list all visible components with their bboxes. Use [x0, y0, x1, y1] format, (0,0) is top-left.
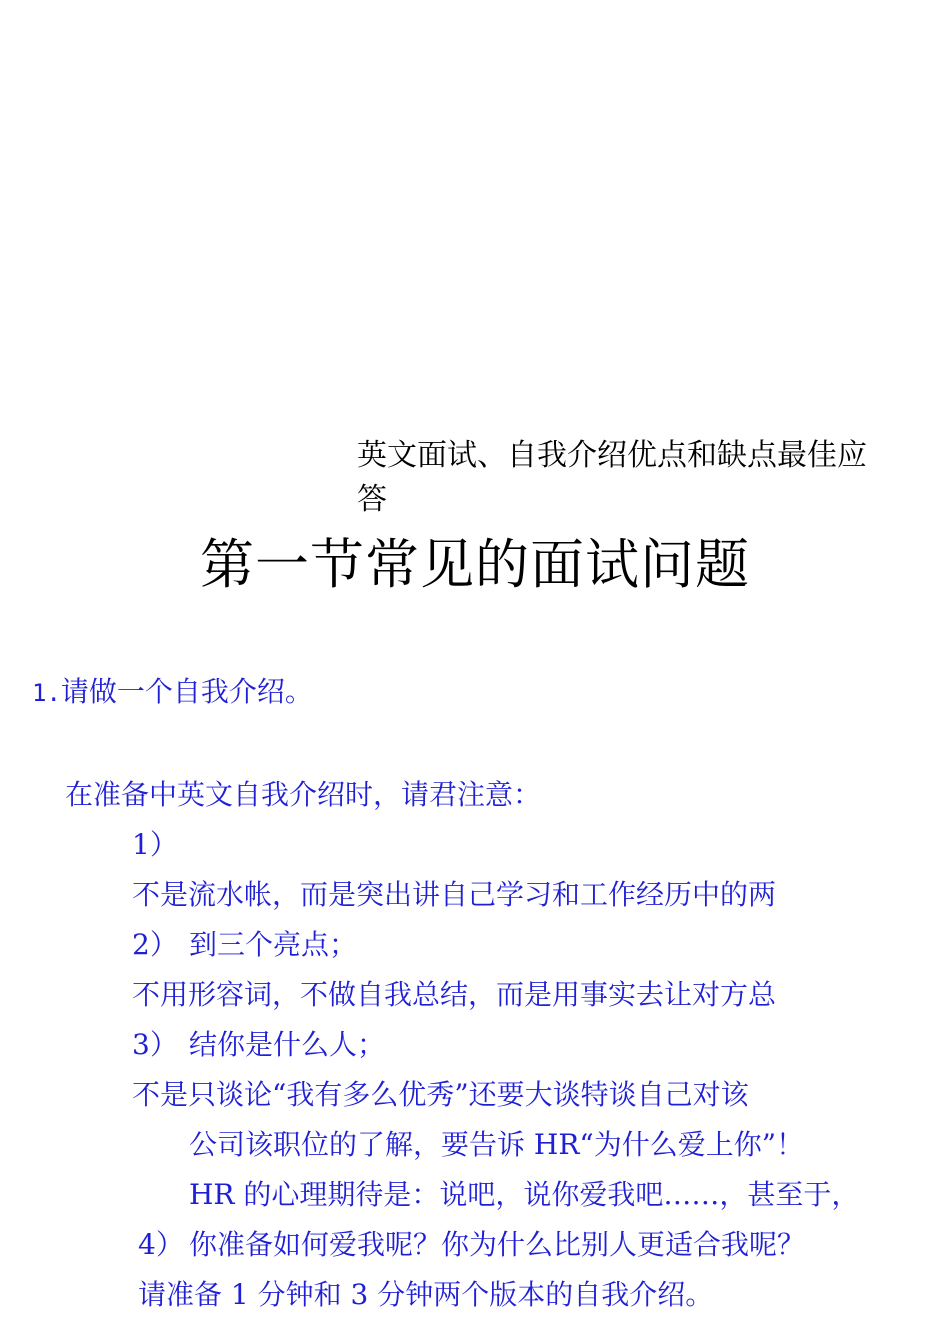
tip-line: 3） 不是只谈论“我有多么优秀”还要大谈特谈自己对该	[132, 1020, 922, 1120]
document-title	[357, 434, 917, 522]
tip-line: 到三个亮点；	[189, 928, 358, 961]
question-number: 1.	[32, 679, 61, 707]
tip-marker: 3）	[132, 1028, 178, 1061]
tip-marker: 1）	[132, 828, 178, 861]
section-heading: 第一节常见的面试问题	[200, 533, 750, 596]
tip-line: 1） 不是流水帐，而是突出讲自己学习和工作经历中的两	[132, 820, 922, 920]
document-title-line-2: 答	[357, 482, 387, 517]
tip-line: 4） 请准备 1 分钟和 3 分钟两个版本的自我介绍。	[138, 1220, 928, 1320]
tip-line: 公司该职位的了解，要告诉 HR“为什么爱上你”！	[189, 1128, 805, 1161]
question-item	[32, 672, 313, 713]
document-title-line-1: 英文面试、自我介绍优点和缺点最佳应	[357, 438, 867, 473]
tip-line: 结你是什么人；	[189, 1028, 386, 1061]
question-text: 请做一个自我介绍。	[60, 675, 313, 708]
tip-line: 2） 不用形容词，不做自我总结，而是用事实去让对方总	[132, 920, 922, 1020]
tip-line: 你准备如何爱我呢？你为什么比别人更适合我呢？	[189, 1228, 806, 1261]
tip-line: HR 的心理期待是：说吧，说你爱我吧……，甚至于，	[189, 1178, 860, 1211]
tip-item	[138, 1220, 928, 1320]
tip-marker: 2）	[132, 928, 178, 961]
tip-marker: 4）	[138, 1228, 184, 1261]
intro-text: 在准备中英文自我介绍时，请君注意：	[65, 778, 542, 811]
